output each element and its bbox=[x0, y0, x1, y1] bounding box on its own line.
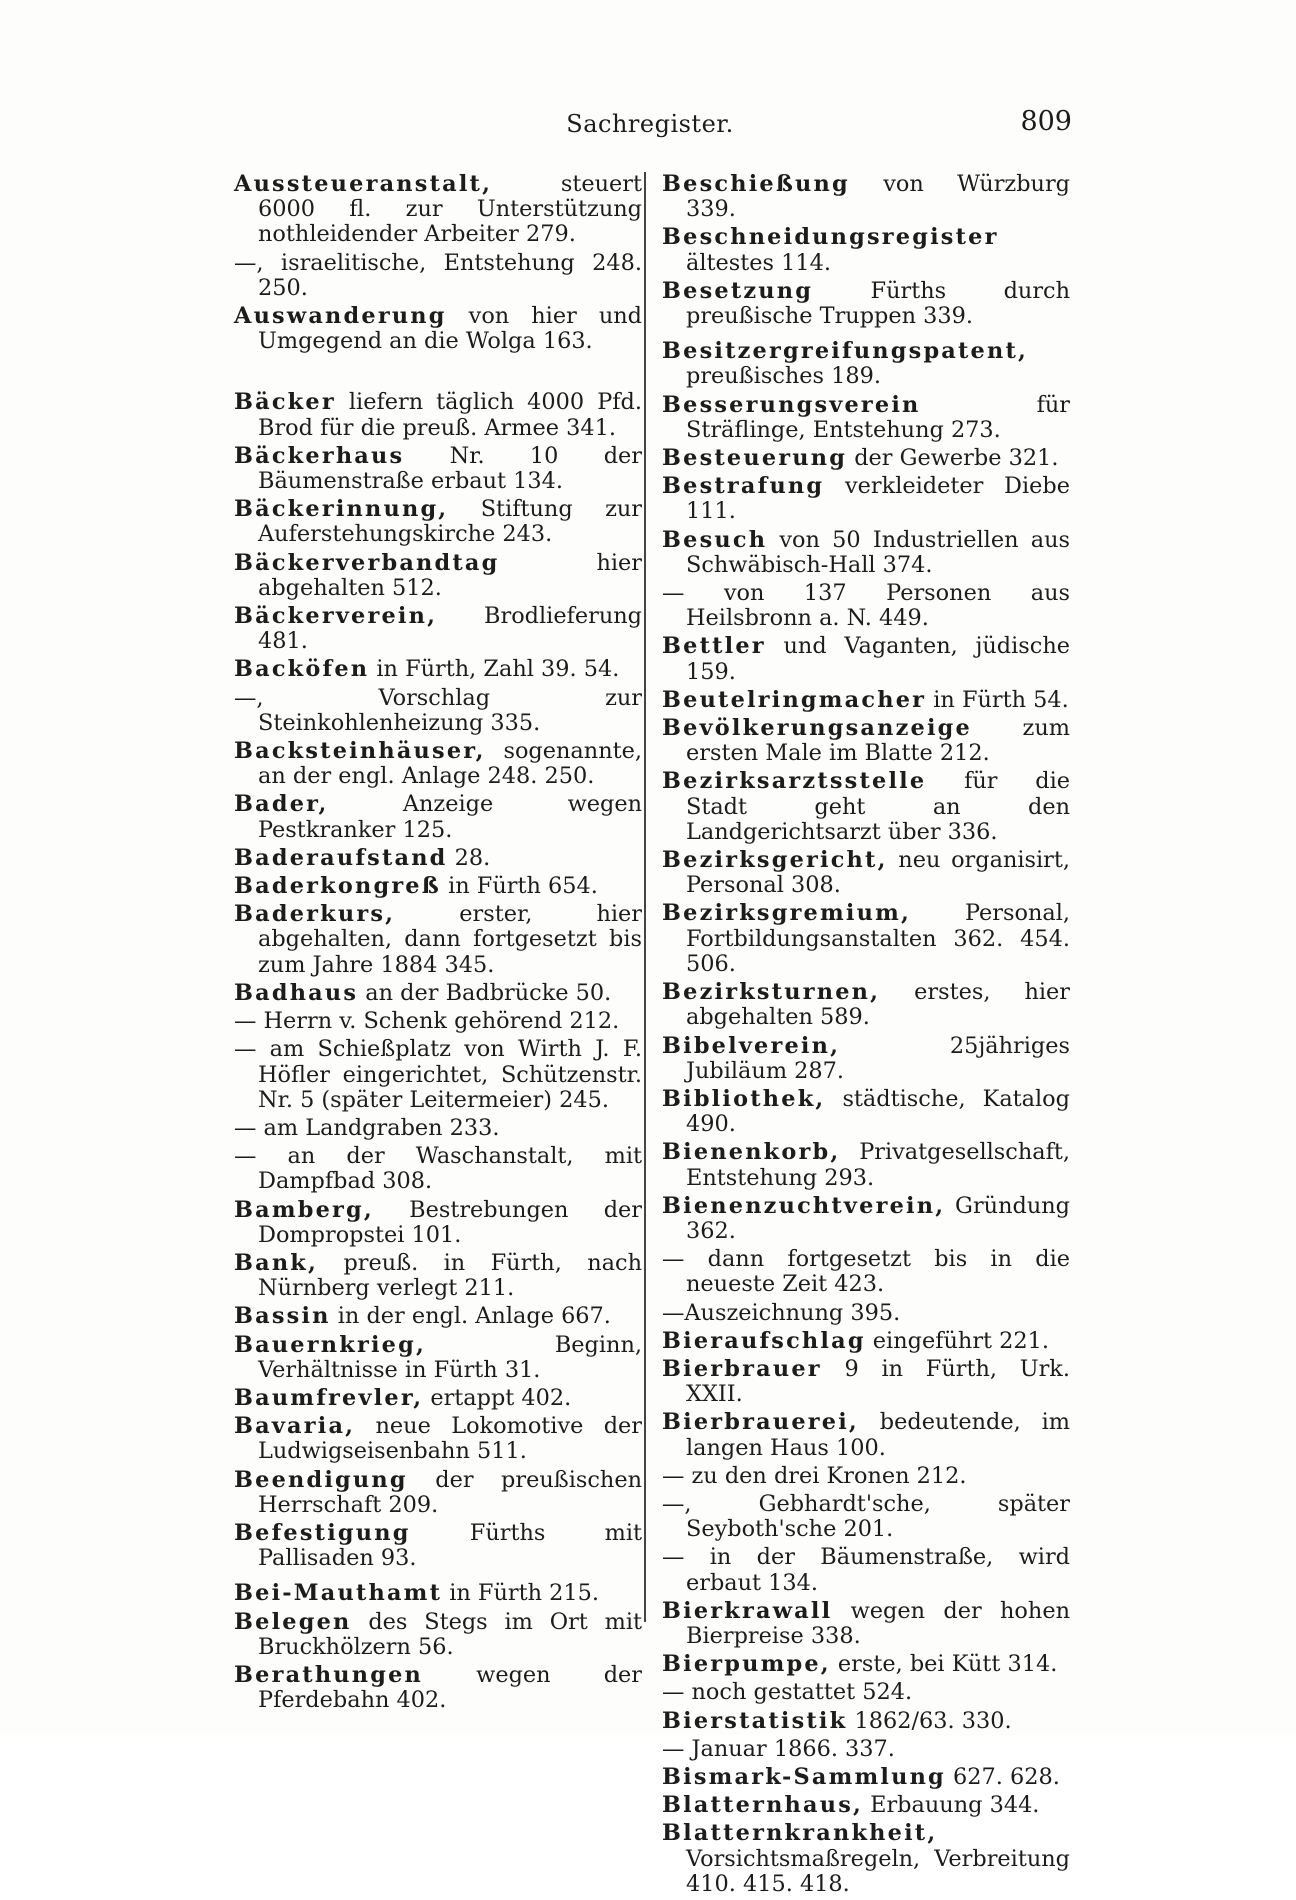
entry-keyword: Baderkongreß bbox=[234, 873, 441, 900]
entry-text: wegen der Pferdebahn 402. bbox=[258, 1661, 642, 1714]
index-entry bbox=[234, 444, 642, 494]
entry-keyword: Auswanderung bbox=[234, 303, 447, 330]
entry-text: sogenannte, an der engl. Anlage 248. 250. bbox=[258, 738, 642, 790]
entry-keyword: Bierpumpe, bbox=[662, 1651, 831, 1678]
entry-keyword: Backöfen bbox=[234, 656, 370, 683]
entry-keyword: Besetzung bbox=[662, 277, 814, 304]
entry-keyword: Bestrafung bbox=[662, 473, 825, 500]
entry-text: ertappt 402. bbox=[423, 1384, 572, 1411]
entry-text: Fürths mit Pallisaden 93. bbox=[258, 1519, 642, 1572]
entry-text: in Fürth, Zahl 39. 54. bbox=[369, 656, 620, 683]
index-entry bbox=[662, 634, 1070, 684]
entry-keyword: Bäckerverein, bbox=[234, 603, 438, 630]
index-entry bbox=[234, 551, 642, 601]
entry-text: in Fürth 654. bbox=[440, 873, 598, 900]
entry-text: der preußischen Herrschaft 209. bbox=[258, 1466, 642, 1518]
index-entry bbox=[234, 172, 642, 248]
index-entry bbox=[234, 251, 642, 301]
entry-text: — Januar 1866. 337. bbox=[662, 1735, 895, 1762]
entry-keyword: Besserungsverein bbox=[662, 391, 921, 418]
index-entry bbox=[234, 846, 642, 871]
entry-text: Fürths durch preußische Truppen 339. bbox=[686, 277, 1070, 330]
index-entry bbox=[234, 1251, 642, 1301]
index-entry bbox=[662, 1545, 1070, 1595]
index-entry bbox=[234, 792, 642, 842]
entry-keyword: Besuch bbox=[662, 526, 768, 553]
index-entry bbox=[662, 1464, 1070, 1489]
entry-keyword: Bassin bbox=[234, 1303, 331, 1330]
index-entry bbox=[234, 1414, 642, 1464]
index-entry bbox=[234, 1304, 642, 1329]
entry-keyword: Bäckerverbandtag bbox=[234, 549, 500, 576]
entry-text: —, israelitische, Entstehung 248. 250. bbox=[234, 249, 642, 301]
entry-text: — noch gestattet 524. bbox=[662, 1679, 913, 1706]
entry-text: Nr. 10 der Bäumenstraße erbaut 134. bbox=[258, 442, 642, 495]
index-entry bbox=[234, 1144, 642, 1194]
entry-keyword: Badhaus bbox=[234, 979, 359, 1006]
entry-keyword: Bank, bbox=[234, 1249, 319, 1276]
entry-text: städtische, Katalog 490. bbox=[686, 1085, 1070, 1138]
entry-keyword: Bäcker bbox=[234, 389, 336, 416]
entry-keyword: Beschneidungsregister bbox=[662, 224, 999, 251]
index-entry bbox=[234, 390, 642, 440]
entry-keyword: Bauernkrieg, bbox=[234, 1331, 426, 1358]
index-entry bbox=[234, 1116, 642, 1141]
entry-text: Vorsichtsmaßregeln, Verbreitung 410. 415. 418. bbox=[686, 1845, 1070, 1897]
entry-keyword: Bienenzuchtverein, bbox=[662, 1192, 946, 1219]
index-entry bbox=[662, 1599, 1070, 1649]
index-entry bbox=[234, 739, 642, 789]
entry-keyword: Bierbrauer bbox=[662, 1355, 822, 1382]
entry-text: 28. bbox=[447, 844, 491, 871]
entry-text: —Auszeichnung 395. bbox=[662, 1299, 901, 1326]
index-entry bbox=[662, 1247, 1070, 1297]
entry-keyword: Bezirksgericht, bbox=[662, 847, 888, 874]
entry-text: in Fürth 54. bbox=[926, 686, 1069, 713]
entry-text: Bestrebungen der Dompropstei 101. bbox=[258, 1196, 642, 1248]
entry-keyword: Bettler bbox=[662, 633, 766, 660]
entry-text: erste, bei Kütt 314. bbox=[830, 1651, 1058, 1678]
entry-text: von Würzburg 339. bbox=[686, 171, 1070, 223]
column-divider bbox=[644, 172, 646, 1622]
entry-keyword: Bavaria, bbox=[234, 1413, 356, 1440]
index-entry bbox=[234, 497, 642, 547]
index-entry bbox=[662, 528, 1070, 578]
index-entry bbox=[234, 686, 642, 736]
entry-keyword: Bierbrauerei, bbox=[662, 1409, 859, 1436]
index-entry bbox=[662, 901, 1070, 977]
left-column bbox=[234, 172, 642, 1716]
entry-keyword: Bamberg, bbox=[234, 1196, 374, 1223]
index-entry bbox=[234, 1333, 642, 1383]
index-entry bbox=[234, 1009, 642, 1034]
index-entry bbox=[662, 1357, 1070, 1407]
index-entry bbox=[234, 1386, 642, 1411]
entry-keyword: Bierstatistik bbox=[662, 1707, 848, 1734]
entry-text: liefern täglich 4000 Pfd. Brod für die preuß. Armee 341. bbox=[258, 389, 642, 441]
entry-keyword: Bezirksturnen, bbox=[662, 979, 881, 1006]
index-entry bbox=[234, 657, 642, 682]
entry-text: —, Gebhardt'sche, später Seyboth'sche 201. bbox=[662, 1490, 1070, 1543]
index-entry bbox=[662, 1709, 1070, 1734]
entry-text: Brodlieferung 481. bbox=[258, 603, 642, 655]
index-entry bbox=[662, 769, 1070, 845]
index-entry bbox=[234, 1198, 642, 1248]
entry-keyword: Baderkurs, bbox=[234, 901, 396, 928]
index-entry bbox=[662, 1301, 1070, 1326]
entry-text: — am Landgraben 233. bbox=[234, 1114, 500, 1141]
index-entry bbox=[662, 393, 1070, 443]
entry-text: — am Schießplatz von Wirth J. F. Höfler eingerichtet, Schützenstr. Nr. 5 (später Leitermeier) 245. bbox=[234, 1036, 642, 1113]
index-entry bbox=[662, 716, 1070, 766]
index-entry bbox=[662, 1652, 1070, 1677]
index-entry bbox=[234, 1581, 642, 1606]
entry-text: 9 in Fürth, Urk. XXII. bbox=[686, 1355, 1070, 1408]
entry-keyword: Bezirksarztsstelle bbox=[662, 768, 927, 795]
index-entry bbox=[662, 474, 1070, 524]
index-entry bbox=[662, 279, 1070, 329]
entry-keyword: Besteuerung bbox=[662, 445, 848, 472]
entry-keyword: Aussteueranstalt, bbox=[234, 171, 493, 197]
entry-text: von 50 Industriellen aus Schwäbisch-Hall 374. bbox=[686, 526, 1070, 578]
entry-text: Anzeige wegen Pestkranker 125. bbox=[258, 791, 642, 843]
entry-text: steuert 6000 fl. zur Unterstützung nothleidender Arbeiter 279. bbox=[258, 171, 642, 248]
entry-text: — zu den drei Kronen 212. bbox=[662, 1462, 967, 1489]
entry-keyword: Besitzergreifungspatent, bbox=[662, 338, 1029, 365]
entry-text: — dann fortgesetzt bis in die neueste Zeit 423. bbox=[662, 1246, 1070, 1298]
entry-keyword: Bienenkorb, bbox=[662, 1139, 841, 1166]
entry-text: hier abgehalten 512. bbox=[258, 549, 642, 601]
entry-text: zum ersten Male im Blatte 212. bbox=[686, 715, 1070, 767]
index-entry bbox=[234, 604, 642, 654]
entry-text: Privatgesellschaft, Entstehung 293. bbox=[686, 1139, 1070, 1191]
index-entry bbox=[234, 1521, 642, 1571]
entry-keyword: Beutelringmacher bbox=[662, 686, 927, 713]
entry-text: Gründung 362. bbox=[686, 1192, 1070, 1244]
entry-text: eingeführt 221. bbox=[865, 1327, 1050, 1354]
index-entry bbox=[662, 1140, 1070, 1190]
entry-text: — an der Waschanstalt, mit Dampfbad 308. bbox=[234, 1143, 642, 1195]
entry-text: ältestes 114. bbox=[686, 249, 831, 276]
index-entry bbox=[662, 1492, 1070, 1542]
entry-text: an der Badbrücke 50. bbox=[358, 979, 612, 1006]
index-entry bbox=[234, 874, 642, 899]
entry-text: neu organisirt, Personal 308. bbox=[686, 847, 1070, 899]
index-entry bbox=[662, 688, 1070, 713]
entry-keyword: Bäckerinnung, bbox=[234, 496, 449, 523]
entry-text: — Herrn v. Schenk gehörend 212. bbox=[234, 1008, 620, 1035]
index-entry bbox=[662, 1034, 1070, 1084]
entry-text: wegen der hohen Bierpreise 338. bbox=[686, 1597, 1070, 1649]
entry-text: 1862/63. 330. bbox=[847, 1707, 1012, 1734]
index-entry bbox=[662, 446, 1070, 471]
entry-text: preuß. in Fürth, nach Nürnberg verlegt 211. bbox=[258, 1249, 642, 1302]
index-entry bbox=[234, 1610, 642, 1660]
entry-text: erster, hier abgehalten, dann fortgesetzt bis zum Jahre 1884 345. bbox=[258, 901, 642, 978]
entry-text: in Fürth 215. bbox=[442, 1580, 599, 1607]
index-entry bbox=[662, 1821, 1070, 1897]
index-entry bbox=[662, 225, 1070, 275]
entry-keyword: Befestigung bbox=[234, 1519, 411, 1546]
index-entry bbox=[234, 1037, 642, 1113]
entry-text: 25jähriges Jubiläum 287. bbox=[686, 1032, 1070, 1084]
entry-keyword: Belegen bbox=[234, 1608, 352, 1635]
index-entry bbox=[662, 1087, 1070, 1137]
entry-text: für Sträflinge, Entstehung 273. bbox=[686, 391, 1070, 443]
index-entry bbox=[662, 339, 1070, 389]
entry-keyword: Bismark-Sammlung bbox=[662, 1763, 946, 1790]
entry-text: verkleideter Diebe 111. bbox=[686, 473, 1070, 525]
entry-keyword: Bierkrawall bbox=[662, 1597, 833, 1624]
entry-text: 627. 628. bbox=[945, 1763, 1060, 1790]
index-entry bbox=[662, 1737, 1070, 1762]
entry-text: für die Stadt geht an den Landgerichtsarzt über 336. bbox=[686, 768, 1070, 845]
index-entry bbox=[662, 1765, 1070, 1790]
index-entry bbox=[662, 1194, 1070, 1244]
index-entry bbox=[662, 172, 1070, 222]
entry-text: erstes, hier abgehalten 589. bbox=[686, 979, 1070, 1031]
entry-text: preußisches 189. bbox=[686, 363, 881, 390]
page-number: 809 bbox=[1020, 106, 1072, 137]
index-entry bbox=[662, 980, 1070, 1030]
entry-keyword: Bezirksgremium, bbox=[662, 900, 911, 927]
index-entry bbox=[662, 1329, 1070, 1354]
index-entry bbox=[234, 1663, 642, 1713]
index-entry bbox=[234, 902, 642, 978]
entry-keyword: Blatternkrankheit, bbox=[662, 1820, 938, 1847]
index-entry bbox=[662, 1410, 1070, 1460]
index-entry bbox=[234, 981, 642, 1006]
entry-keyword: Beschießung bbox=[662, 171, 850, 197]
entry-text: — von 137 Personen aus Heilsbronn a. N. 449. bbox=[662, 580, 1070, 632]
entry-text: Stiftung zur Auferstehungskirche 243. bbox=[258, 496, 642, 548]
entry-text: neue Lokomotive der Ludwigseisenbahn 511. bbox=[258, 1413, 642, 1465]
entry-keyword: Bei-Mauthamt bbox=[234, 1580, 443, 1607]
entry-text: —, Vorschlag zur Steinkohlenheizung 335. bbox=[234, 684, 642, 736]
entry-keyword: Bader, bbox=[234, 791, 329, 818]
entry-text: und Vaganten, jüdische 159. bbox=[686, 633, 1070, 685]
entry-keyword: Bibelverein, bbox=[662, 1032, 841, 1059]
entry-keyword: Baderaufstand bbox=[234, 844, 448, 871]
index-entry bbox=[662, 581, 1070, 631]
entry-keyword: Bibliothek, bbox=[662, 1085, 826, 1112]
entry-keyword: Bevölkerungsanzeige bbox=[662, 715, 972, 742]
entry-keyword: Backsteinhäuser, bbox=[234, 738, 486, 765]
running-head: Sachregister. bbox=[566, 110, 734, 138]
entry-text: Beginn, Verhältnisse in Fürth 31. bbox=[258, 1331, 642, 1383]
entry-keyword: Beendigung bbox=[234, 1466, 408, 1493]
entry-text: von hier und Umgegend an die Wolga 163. bbox=[258, 303, 642, 355]
entry-text: Erbauung 344. bbox=[863, 1792, 1040, 1819]
entry-keyword: Bäckerhaus bbox=[234, 442, 405, 469]
index-entry bbox=[662, 1793, 1070, 1818]
entry-keyword: Bieraufschlag bbox=[662, 1327, 866, 1354]
right-column bbox=[662, 172, 1070, 1900]
index-entry bbox=[234, 1468, 642, 1518]
index-entry bbox=[662, 848, 1070, 898]
entry-keyword: Berathungen bbox=[234, 1661, 424, 1688]
entry-text: der Gewerbe 321. bbox=[847, 445, 1059, 472]
entry-text: — in der Bäumenstraße, wird erbaut 134. bbox=[662, 1544, 1070, 1596]
entry-text: bedeutende, im langen Haus 100. bbox=[686, 1409, 1070, 1461]
entry-text: des Stegs im Ort mit Bruckhölzern 56. bbox=[258, 1608, 642, 1660]
index-entry bbox=[662, 1680, 1070, 1705]
index-entry bbox=[234, 304, 642, 354]
entry-keyword: Baumfrevler, bbox=[234, 1384, 424, 1411]
entry-text: in der engl. Anlage 667. bbox=[330, 1303, 611, 1330]
entry-keyword: Blatternhaus, bbox=[662, 1792, 864, 1819]
entry-text: Personal, Fortbildungsanstalten 362. 454. 506. bbox=[686, 900, 1070, 977]
